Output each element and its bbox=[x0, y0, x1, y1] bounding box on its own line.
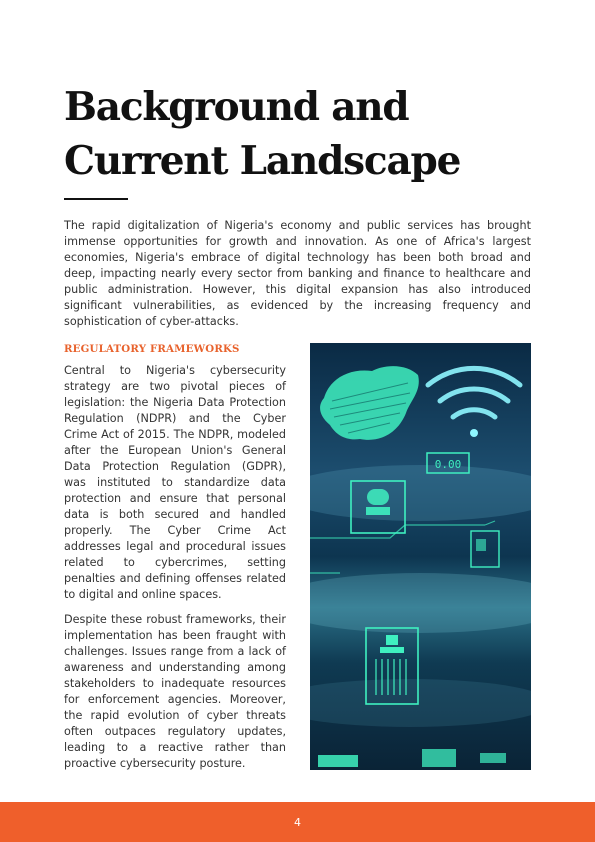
page-title: Background and Current Landscape bbox=[64, 84, 461, 184]
cyber-illustration bbox=[310, 343, 531, 770]
page-footer bbox=[0, 802, 595, 842]
body-paragraph-2: Despite these robust frameworks, their implementation has been fraught with challenges. Issues range from a lack of awareness and understanding among stakeholders to inadequate resources for enforcement agencies. Moreover, the rapid evolution of cyber threats often outpaces regulatory updates, leading to a reactive rather than proactive cybersecurity posture. bbox=[64, 613, 286, 770]
screen-text: 0.00 bbox=[434, 458, 462, 471]
title-underline bbox=[64, 198, 128, 200]
intro-paragraph: The rapid digitalization of Nigeria's economy and public services has brought immense opportunities for growth and innovation. As one of Africa's largest economies, Nigeria's embrace of digital technology has been both broad and deep, impacting nearly every sector from banking and finance to healthcare and public administration. However, this digital expansion has also introduced significant vulnerabilities, as evidenced by the increasing frequency and sophistication of cyber-attacks. bbox=[64, 219, 531, 328]
cyber-illustration-svg bbox=[310, 343, 531, 770]
page-number: 4 bbox=[294, 816, 301, 829]
section-heading: REGULATORY FRAMEWORKS bbox=[64, 343, 240, 355]
body-column bbox=[64, 363, 286, 781]
body-paragraph-1: Central to Nigeria's cybersecurity strategy are two pivotal pieces of legislation: the Nigeria Data Protection Regulation (NDPR) and the Cyber Crime Act of 2015. The NDPR, modeled after the European Union's General Data Protection Regulation (GDPR), was instituted to standardize data protection and ensure that personal data is both secured and handled properly. The Cyber Crime Act addresses legal and procedural issues related to cybercrimes, setting penalties and defining offenses related to digital and online spaces. bbox=[64, 364, 286, 601]
